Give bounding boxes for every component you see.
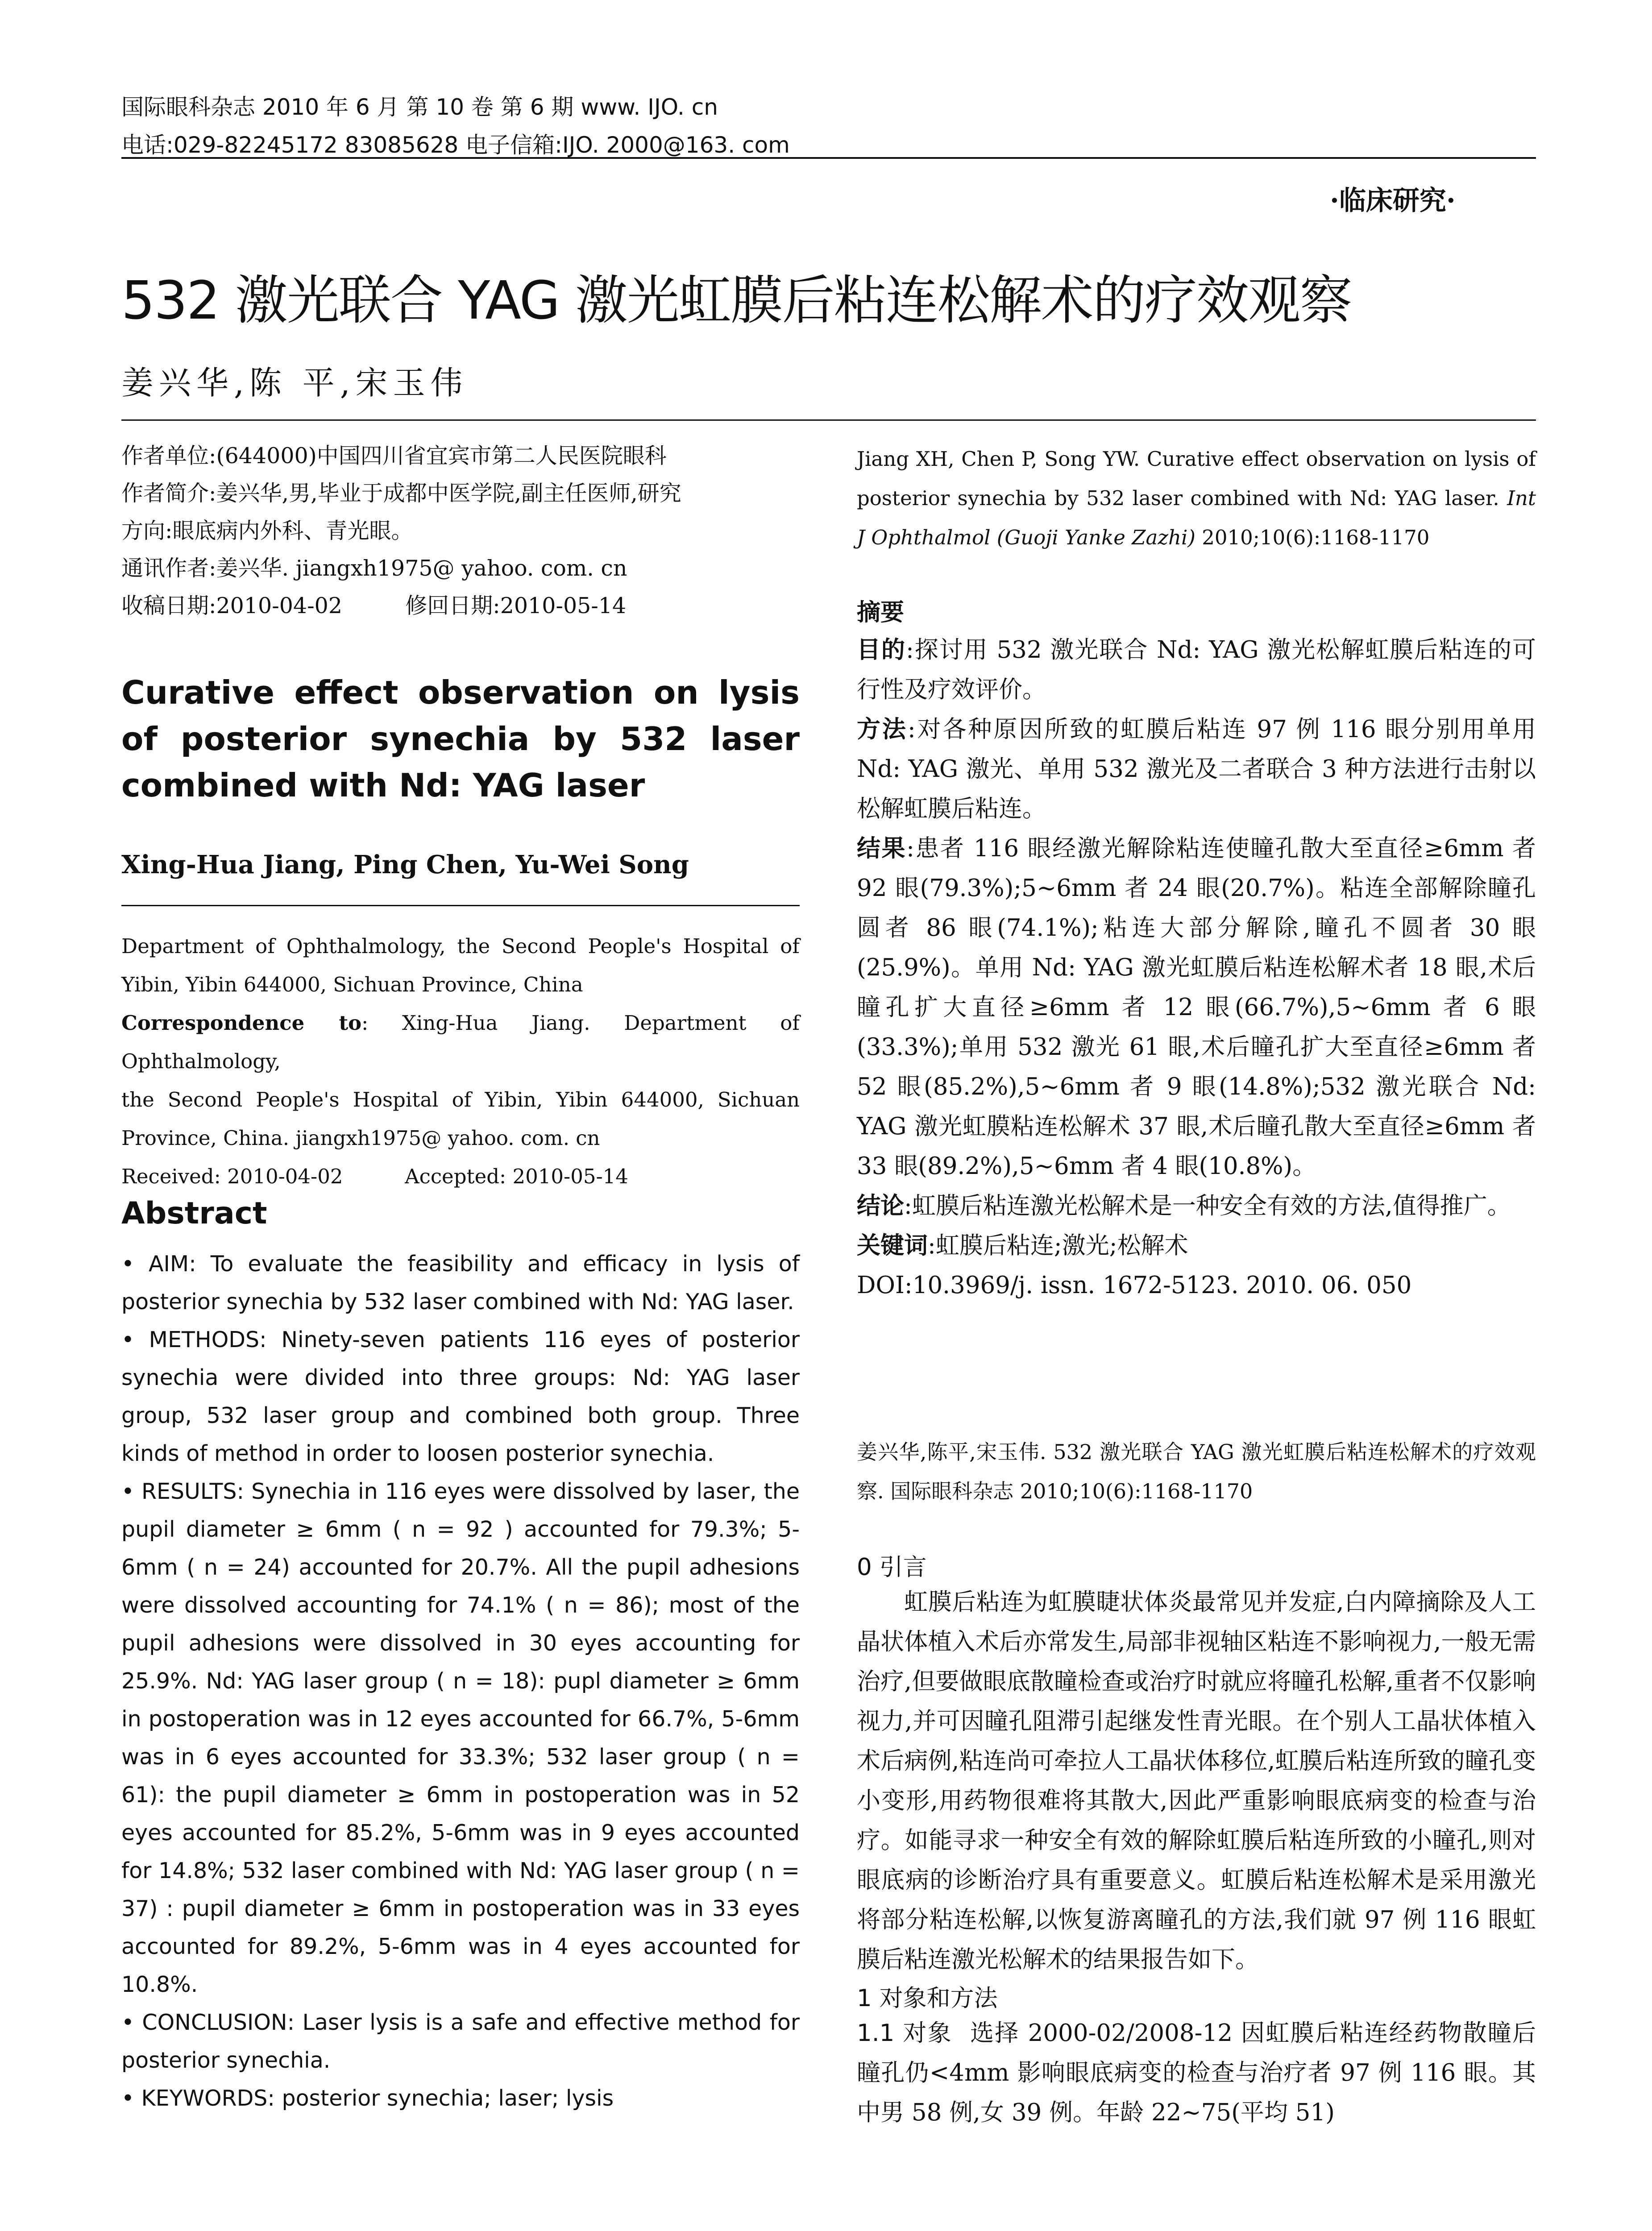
cn-abstract-conclusion [857, 1186, 1536, 1226]
cn-conclusion-label: 结论 [857, 1192, 904, 1219]
doi: DOI:10.3969/j. issn. 1672-5123. 2010. 06. 050 [857, 1272, 1412, 1299]
cn-abstract-results [857, 829, 1536, 1186]
abstract-results: • RESULTS: Synechia in 116 eyes were dissolved by laser, the pupil diameter ≥ 6mm ( n = 92 ) accounted for 79.3%; 5-6mm ( n = 24) accounted for 20.7%. All the pupil adhesions were dissolved accounting for 74.1% ( n = 86); most of the pupil adhesions were dissolved in 30 eyes accounting for 25.9%. Nd: YAG laser group ( n = 18): pupl diameter ≥ 6mm in postoperation was in 12 eyes accounted for 66.7%, 5-6mm was in 6 eyes accounted for 33.3%; 532 laser group ( n = 61): the pupil diameter ≥ 6mm in postoperation was in 52 eyes accounted for 85.2%, 5-6mm was in 9 eyes accounted for 14.8%; 532 laser combined with Nd: YAG laser group ( n = 37) : pupil diameter ≥ 6mm in postoperation was in 33 eyes accounted for 89.2%, 5-6mm was in 4 eyes accounted for 10.8%. [121, 1479, 800, 1997]
english-dates [121, 1157, 800, 1196]
date-line [121, 587, 800, 625]
accepted-date-en: Accepted: 2010-05-14 [405, 1165, 628, 1188]
english-citation [857, 440, 1536, 557]
chinese-abstract [857, 593, 1536, 1305]
citation-journal: Int J Ophthalmol (Guoji Yanke Zazhi) [857, 486, 1536, 549]
chinese-citation [857, 1432, 1536, 1511]
author-unit: 作者单位:(644000)中国四川省宜宾市第二人民医院眼科 [121, 443, 667, 469]
cn-abstract-keywords [857, 1226, 1536, 1265]
journal-header-line: 国际眼科杂志 2010 年 6 月 第 10 卷 第 6 期 www. IJO. cn [121, 94, 718, 120]
journal-contact-line: 电话:029-82245172 83085628 电子信箱:IJO. 2000@163. com [121, 132, 790, 158]
cn-citation-text: 姜兴华,陈平,宋玉伟. 532 激光联合 YAG 激光虹膜后粘连松解术的疗效观察. 国际眼科杂志 2010;10(6):1168-1170 [857, 1440, 1536, 1503]
cn-abstract-methods [857, 709, 1536, 829]
abstract-heading: Abstract [121, 1196, 267, 1231]
cn-results-text: :患者 116 眼经激光解除粘连使瞳孔散大至直径≥6mm 者 92 眼(79.3%);5~6mm 者 24 眼(20.7%)。粘连全部解除瞳孔圆者 86 眼(74.1%);粘连大部分解除,瞳孔不圆者 30 眼(25.9%)。单用 Nd: YAG 激光虹膜后粘连松解术者 18 眼,术后瞳孔扩大直径≥6mm 者 12 眼(66.7%),5~6mm 者 6 眼(33.3%);单用 532 激光 61 眼,术后瞳孔扩大至直径≥6mm 者 52 眼(85.2%),5~6mm 者 9 眼(14.8%);532 激光联合 Nd: YAG 激光虹膜粘连松解术 37 眼,术后瞳孔散大至直径≥6mm 者 33 眼(89.2%),5~6mm 者 4 眼(10.8%)。 [857, 835, 1536, 1180]
article-authors: 姜兴华,陈 平,宋玉伟 [121, 364, 468, 402]
chinese-abstract-heading: 摘要 [857, 598, 904, 626]
english-affiliation-block [121, 927, 800, 1196]
received-date: 收稿日期:2010-04-02 [121, 593, 343, 618]
cn-results-label: 结果 [857, 834, 907, 862]
methods-heading: 1 对象和方法 [857, 1985, 998, 2012]
english-title: Curative effect observation on lysis of posterior synechia by 532 laser combined with Nd: YAG laser [121, 674, 800, 804]
citation-body: Jiang XH, Chen P, Song YW. Curative effect observation on lysis of posterior synechia by 532 laser combined with Nd: YAG laser. [857, 447, 1536, 510]
english-authors: Xing-Hua Jiang, Ping Chen, Yu-Wei Song [121, 850, 689, 879]
correspondence-label: Correspondence to [121, 1011, 362, 1035]
author-bio-line: 方向:眼底病内外科、青光眼。 [121, 518, 413, 543]
header-divider [121, 157, 1536, 159]
correspondence-line [121, 1004, 800, 1081]
cn-keywords-text: :虹膜后粘连;激光;松解术 [928, 1232, 1188, 1259]
citation-volume: 2010;10(6):1168-1170 [1202, 526, 1430, 549]
citation-text [857, 440, 1536, 557]
intro-paragraph: 虹膜后粘连为虹膜睫状体炎最常见并发症,白内障摘除及人工晶状体植入术后亦常发生,局部非视轴区粘连不影响视力,一般无需治疗,但要做眼底散瞳检查或治疗时就应将瞳孔松解,重者不仅影响视力,并可因瞳孔阻滞引起继发性青光眼。在个别人工晶状体植入术后病例,粘连尚可牵拉人工晶状体移位,虹膜后粘连所致的瞳孔变小变形,用药物很难将其散大,因此严重影响眼底病变的检查与治疗。如能寻求一种安全有效的解除虹膜后粘连所致的小瞳孔,则对眼底病的诊断治疗具有重要意义。虹膜后粘连松解术是采用激光将部分粘连松解,以恢复游离瞳孔的方法,我们就 97 例 116 眼虹膜后粘连激光松解术的结果报告如下。 [857, 1588, 1536, 1973]
cn-aim-label: 目的 [857, 636, 906, 663]
methods-paragraph [857, 2013, 1536, 2132]
cn-aim-text: :探讨用 532 激光联合 Nd: YAG 激光松解虹膜后粘连的可行性及疗效评价。 [857, 636, 1536, 703]
intro-heading: 0 引言 [857, 1554, 927, 1581]
cn-methods-label: 方法 [857, 715, 908, 743]
affiliation-line: Department of Ophthalmology, the Second People's Hospital of [121, 934, 800, 958]
section-label: ·临床研究· [1330, 185, 1456, 216]
cn-conclusion-text: :虹膜后粘连激光松解术是一种安全有效的方法,值得推广。 [904, 1192, 1511, 1219]
correspondence-text: : Xing-Hua Jiang. Department of Ophthalmology, [121, 1011, 800, 1073]
cn-keywords-label: 关键词 [857, 1232, 928, 1259]
article-title: 532 激光联合 YAG 激光虹膜后粘连松解术的疗效观察 [121, 270, 1352, 331]
revised-date: 修回日期:2010-05-14 [405, 593, 627, 618]
author-info-block [121, 437, 800, 625]
abstract-keywords: • KEYWORDS: posterior synechia; laser; lysis [121, 2086, 614, 2111]
english-author-divider [121, 905, 800, 906]
abstract-conclusion: • CONCLUSION: Laser lysis is a safe and effective method for posterior synechia. [121, 2010, 800, 2073]
correspondence-line: the Second People's Hospital of Yibin, Yibin 644000, Sichuan [121, 1088, 800, 1111]
cn-abstract-aim [857, 630, 1536, 709]
cn-methods-text: :对各种原因所致的虹膜后粘连 97 例 116 眼分别用单用 Nd: YAG 激光、单用 532 激光及二者联合 3 种方法进行击射以松解虹膜后粘连。 [857, 716, 1536, 822]
introduction-section [857, 1548, 1536, 2132]
received-date-en: Received: 2010-04-02 [121, 1165, 343, 1188]
english-abstract-body [121, 1245, 800, 2117]
methods-subheading: 1.1 对象 [857, 2020, 952, 2047]
methods-text: 选择 2000-02/2008-12 因虹膜后粘连经药物散瞳后瞳孔仍<4mm 影响眼底病变的检查与治疗者 97 例 116 眼。其中男 58 例,女 39 例。年龄 22~75(平均 51) [857, 2020, 1536, 2126]
abstract-aim: • AIM: To evaluate the feasibility and efficacy in lysis of posterior synechia by 532 laser combined with Nd: YAG laser. [121, 1251, 800, 1315]
title-divider [121, 419, 1536, 421]
affiliation-line: Yibin, Yibin 644000, Sichuan Province, China [121, 973, 583, 996]
corresponding-author: 通讯作者:姜兴华. jiangxh1975@ yahoo. com. cn [121, 556, 627, 581]
correspondence-line: Province, China. jiangxh1975@ yahoo. com. cn [121, 1126, 600, 1150]
author-bio-line: 作者简介:姜兴华,男,毕业于成都中医学院,副主任医师,研究 [121, 481, 681, 506]
abstract-methods: • METHODS: Ninety-seven patients 116 eyes of posterior synechia were divided into three groups: Nd: YAG laser group, 532 laser group and combined both group. Three kinds of method in order to loosen posterior synechia. [121, 1327, 800, 1466]
